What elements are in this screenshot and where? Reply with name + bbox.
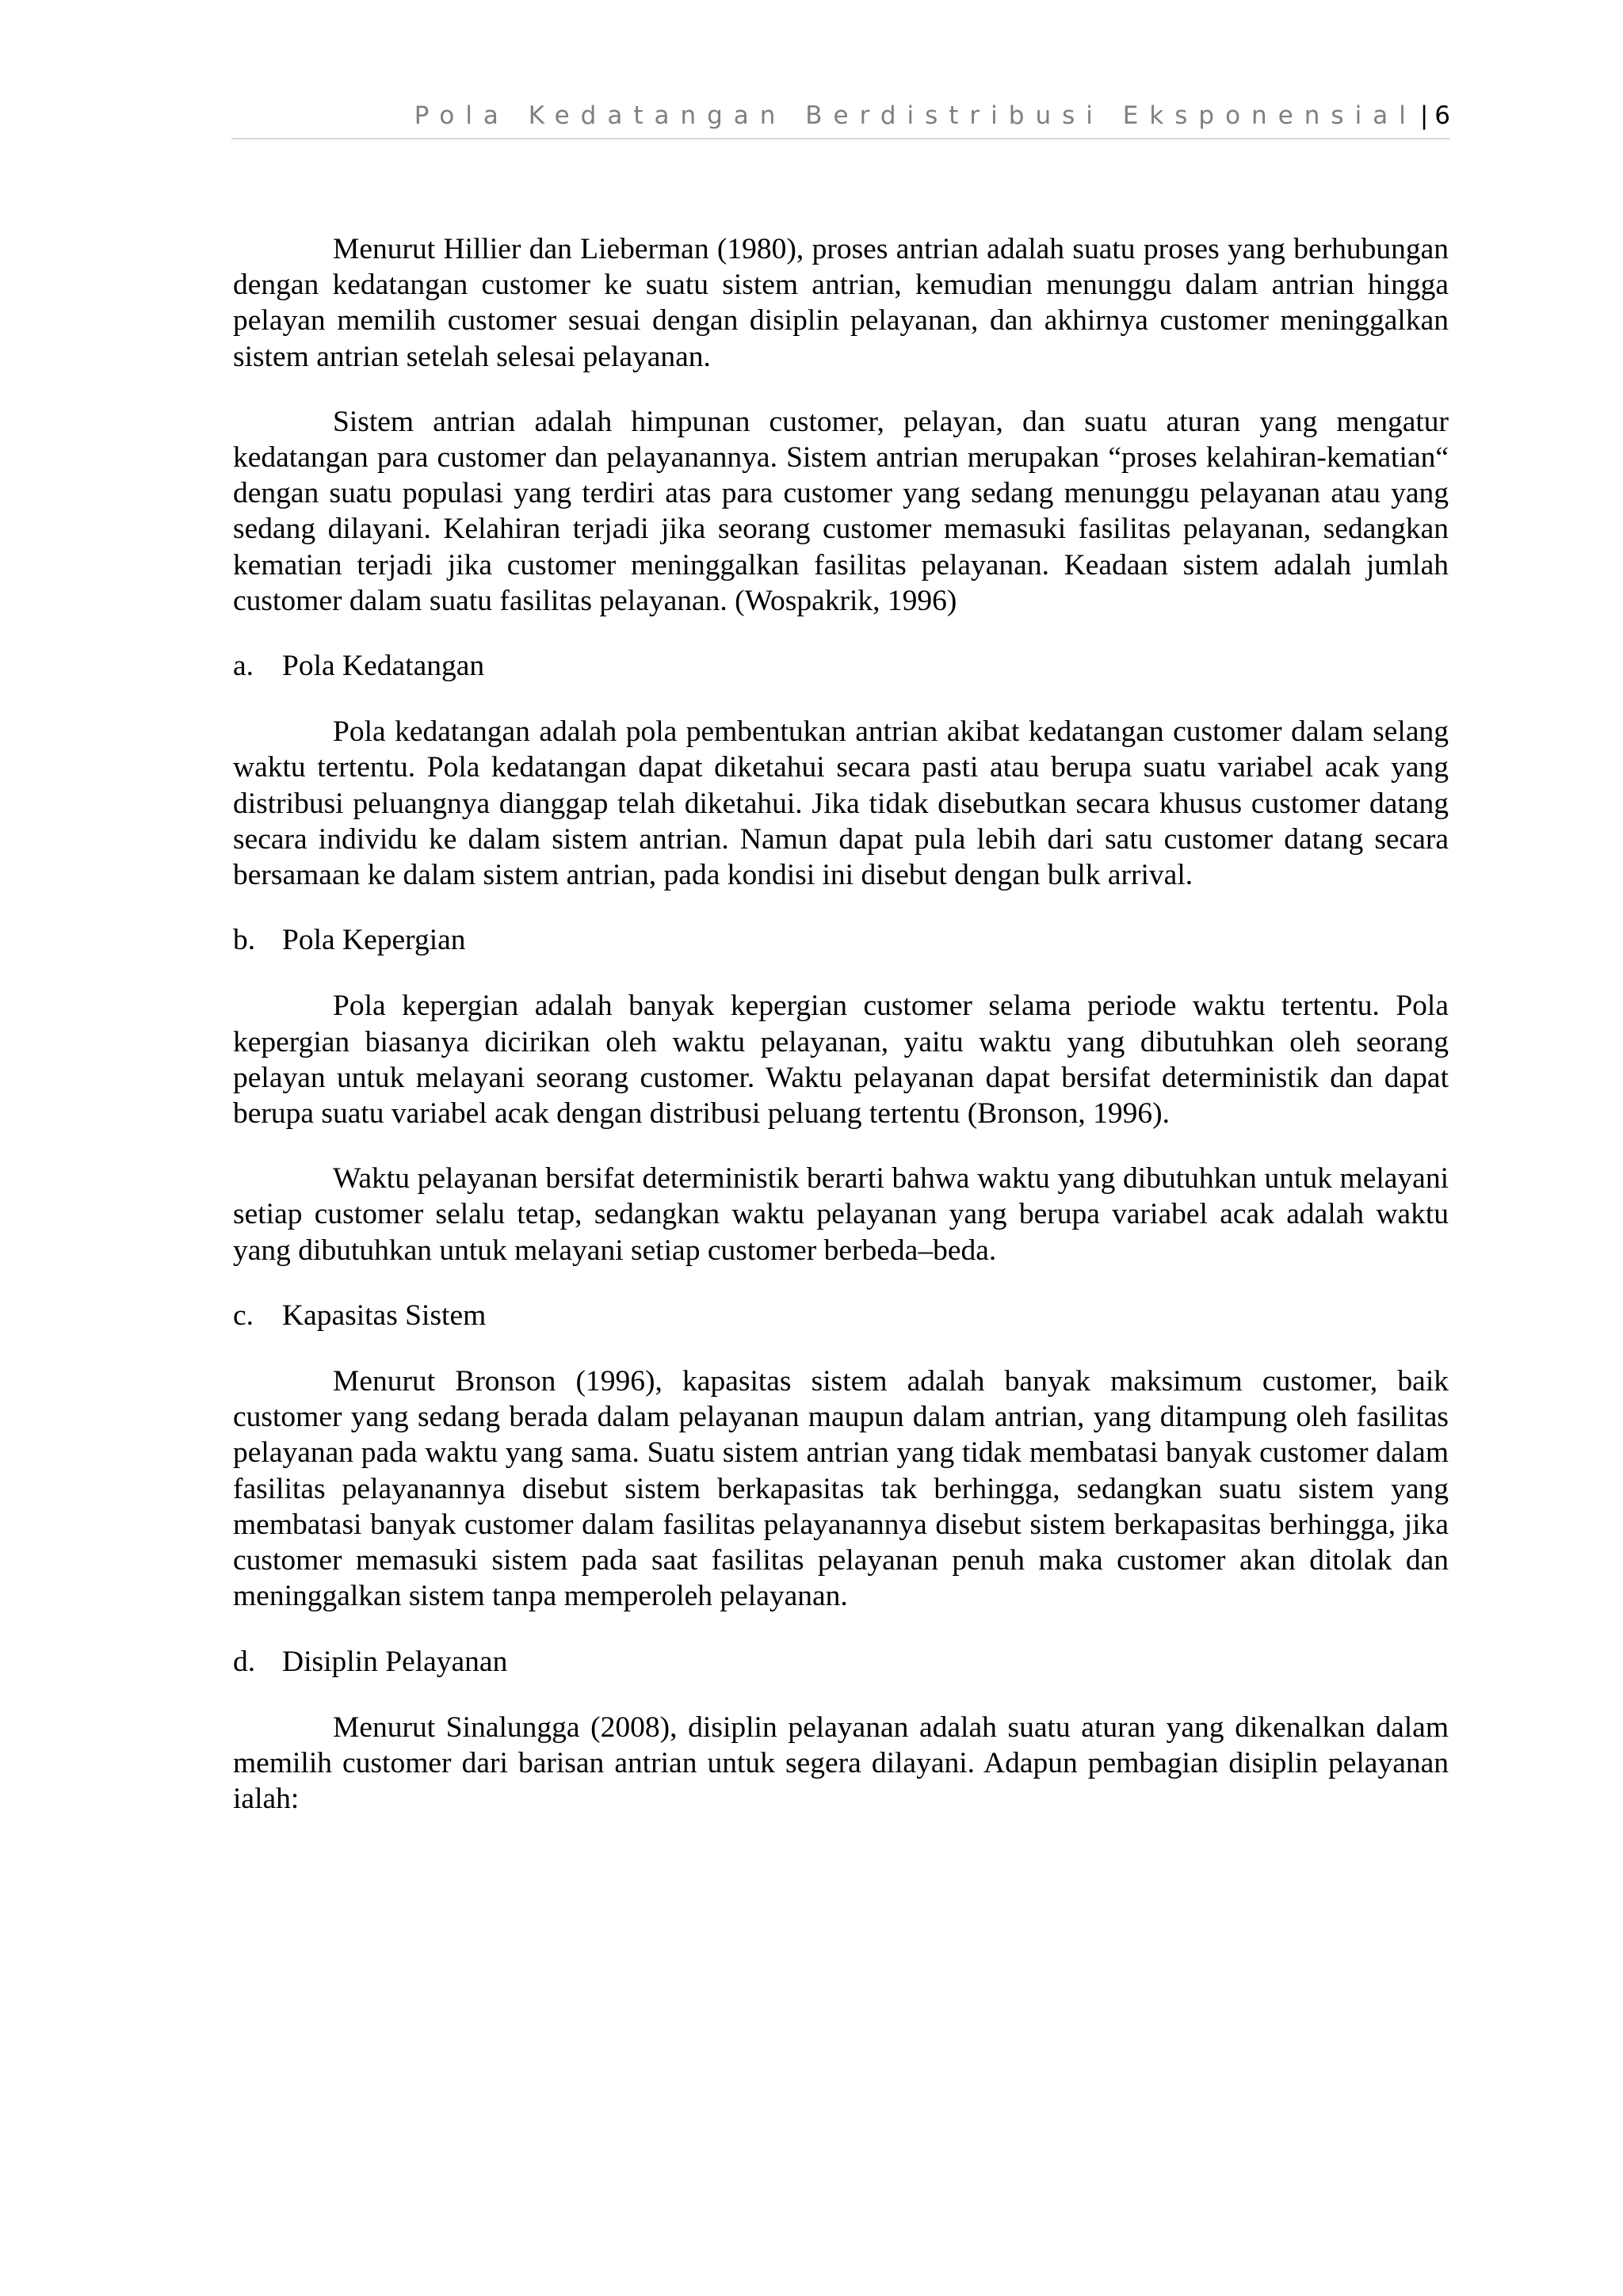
document-body	[233, 231, 1449, 1846]
section-title: Pola Kedatangan	[282, 650, 485, 683]
header-separator: |	[1419, 101, 1429, 130]
section-title: Pola Kepergian	[282, 924, 466, 957]
paragraph-disiplin-pelayanan: Menurut Sinalungga (2008), disiplin pelayanan adalah suatu aturan yang dikenalkan dalam memilih customer dari barisan antrian untuk segera dilayani. Adapun pembagian disiplin pelayanan ialah:	[233, 1711, 1449, 1816]
section-heading-kapasitas-sistem	[233, 1298, 1449, 1333]
paragraph-pola-kedatangan: Pola kedatangan adalah pola pembentukan antrian akibat kedatangan customer dalam selang waktu tertentu. Pola kedatangan dapat diketahui secara pasti atau berupa suatu variabel acak yang distribusi peluangnya dianggap telah diketahui. Jika tidak disebutkan secara khusus customer datang secara individu ke dalam sistem antrian. Namun dapat pula lebih dari satu customer datang secara bersamaan ke dalam sistem antrian, pada kondisi ini disebut dengan bulk arrival.	[233, 715, 1449, 892]
section-title: Kapasitas Sistem	[282, 1299, 487, 1332]
page-number: 6	[1434, 101, 1450, 130]
paragraph-queue-process: Menurut Hillier dan Lieberman (1980), proses antrian adalah suatu proses yang berhubungan dengan kedatangan customer ke suatu sistem antrian, kemudian menunggu dalam antrian hingga pelayan memilih customer sesuai dengan disiplin pelayanan, dan akhirnya customer meninggalkan sistem antrian setelah selesai pelayanan.	[233, 233, 1449, 373]
section-heading-pola-kepergian	[233, 922, 1449, 958]
running-header	[231, 101, 1450, 138]
section-title: Disiplin Pelayanan	[282, 1645, 508, 1678]
paragraph-waktu-pelayanan: Waktu pelayanan bersifat deterministik berarti bahwa waktu yang dibutuhkan untuk melayani setiap customer selalu tetap, sedangkan waktu pelayanan yang berupa variabel acak adalah waktu yang dibutuhkan untuk melayani setiap customer berbeda–beda.	[233, 1162, 1449, 1267]
header-title: Pola Kedatangan Berdistribusi Eksponensial	[414, 101, 1417, 130]
section-letter: b.	[233, 924, 256, 957]
paragraph-kapasitas-sistem: Menurut Bronson (1996), kapasitas sistem adalah banyak maksimum customer, baik customer yang sedang berada dalam pelayanan maupun dalam antrian, yang ditampung oleh fasilitas pelayanan pada waktu yang sama. Suatu sistem antrian yang tidak membatasi banyak customer dalam fasilitas pelayanannya disebut sistem berkapasitas tak berhingga, sedangkan suatu sistem yang membatasi banyak customer dalam fasilitas pelayanannya disebut sistem berkapasitas berhingga, jika customer memasuki sistem pada saat fasilitas pelayanan penuh maka customer akan ditolak dan meninggalkan sistem tanpa memperoleh pelayanan.	[233, 1365, 1449, 1613]
section-letter: d.	[233, 1645, 256, 1678]
section-letter: a.	[233, 650, 254, 683]
section-heading-pola-kedatangan	[233, 648, 1449, 684]
header-rule	[231, 138, 1450, 139]
section-letter: c.	[233, 1299, 254, 1332]
paragraph-pola-kepergian: Pola kepergian adalah banyak kepergian customer selama periode waktu tertentu. Pola kepergian biasanya dicirikan oleh waktu pelayanan, yaitu waktu yang dibutuhkan oleh seorang pelayan untuk melayani seorang customer. Waktu pelayanan dapat bersifat deterministik dan dapat berupa suatu variabel acak dengan distribusi peluang tertentu (Bronson, 1996).	[233, 990, 1449, 1131]
section-heading-disiplin-pelayanan	[233, 1644, 1449, 1680]
paragraph-queue-system: Sistem antrian adalah himpunan customer, pelayan, dan suatu aturan yang mengatur kedatangan para customer dan pelayanannya. Sistem antrian merupakan “proses kelahiran-kematian“ dengan suatu populasi yang terdiri atas para customer yang sedang menunggu pelayanan atau yang sedang dilayani. Kelahiran terjadi jika seorang customer memasuki fasilitas pelayanan, sedangkan kematian terjadi jika customer meninggalkan fasilitas pelayanan. Keadaan sistem adalah jumlah customer dalam suatu fasilitas pelayanan. (Wospakrik, 1996)	[233, 405, 1449, 617]
